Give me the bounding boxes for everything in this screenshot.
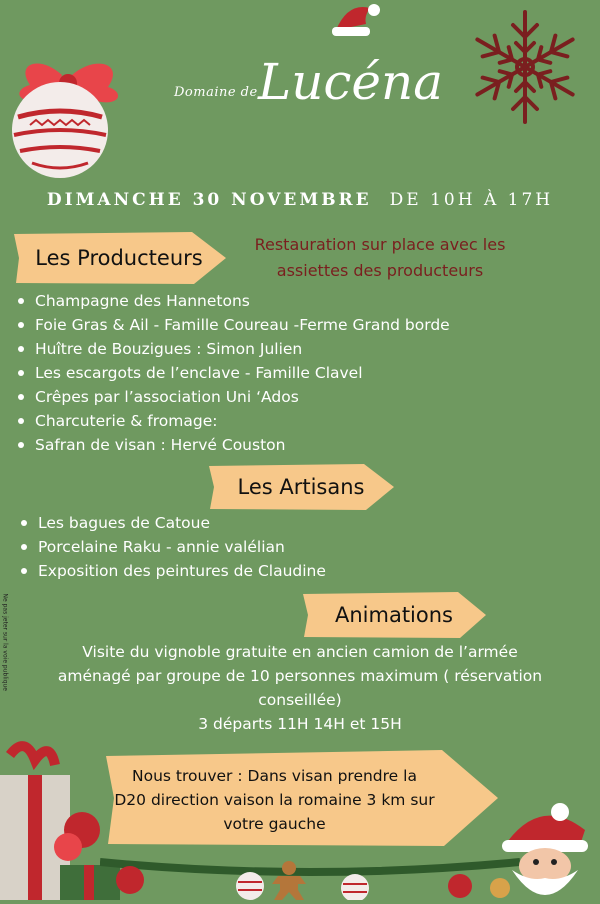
santa-hat-icon (328, 0, 383, 40)
event-date: DIMANCHE 30 NOVEMBRE (46, 190, 372, 210)
animations-sign (300, 590, 488, 640)
directions-line: votre gauche (223, 815, 326, 833)
list-item: Crêpes par l’association Uni ‘Ados (13, 385, 450, 409)
producteurs-title: Les Producteurs (35, 246, 203, 270)
date-line (0, 190, 600, 210)
directions-line: D20 direction vaison la romaine 3 km sur (114, 791, 435, 809)
artisans-title: Les Artisans (237, 475, 365, 499)
directions-line: Nous trouver : Dans visan prendre la (132, 767, 417, 785)
animations-line: 3 départs 11H 14H et 15H (198, 715, 402, 733)
event-hours: DE 10H À 17H (389, 190, 554, 210)
list-item: Safran de visan : Hervé Couston (13, 433, 450, 457)
artisans-sign (206, 462, 396, 512)
list-item: Les bagues de Catoue (16, 511, 326, 535)
restauration-note: Restauration sur place avec les assiettes des producteurs (254, 235, 506, 280)
gingerbread-icon (272, 860, 306, 900)
list-item: Les escargots de l’enclave - Famille Clavel (13, 361, 450, 385)
list-item: Charcuterie & fromage: (13, 409, 450, 433)
producteurs-list (13, 289, 450, 457)
animations-line: Visite du vignoble gratuite en ancien camion de l’armée (82, 643, 518, 661)
animations-title: Animations (334, 603, 453, 627)
artisans-list (16, 511, 326, 583)
animations-line: conseillée) (258, 691, 342, 709)
list-item: Exposition des peintures de Claudine (16, 559, 326, 583)
logo-big-text: Lucéna (258, 53, 444, 111)
santa-claus-icon (490, 800, 600, 900)
logo (170, 35, 444, 145)
christmas-ornament-icon (0, 55, 135, 180)
animations-text (30, 640, 570, 736)
directions-text (102, 764, 447, 836)
snowflake-icon (470, 5, 580, 130)
animations-line: aménagé par groupe de 10 personnes maximum ( réservation (57, 667, 543, 685)
list-item: Porcelaine Raku - annie valélian (16, 535, 326, 559)
garland-decoration (100, 848, 520, 900)
list-item: Huître de Bouzigues : Simon Julien (13, 337, 450, 361)
list-item: Champagne des Hannetons (13, 289, 450, 313)
directions-sign (102, 748, 500, 848)
list-item: Foie Gras & Ail - Famille Coureau -Ferme Grand borde (13, 313, 450, 337)
producteurs-sign (10, 230, 228, 286)
logo-small-text: Domaine de (174, 85, 258, 100)
side-note: Ne pas jeter sur la voie publique (1, 593, 9, 691)
